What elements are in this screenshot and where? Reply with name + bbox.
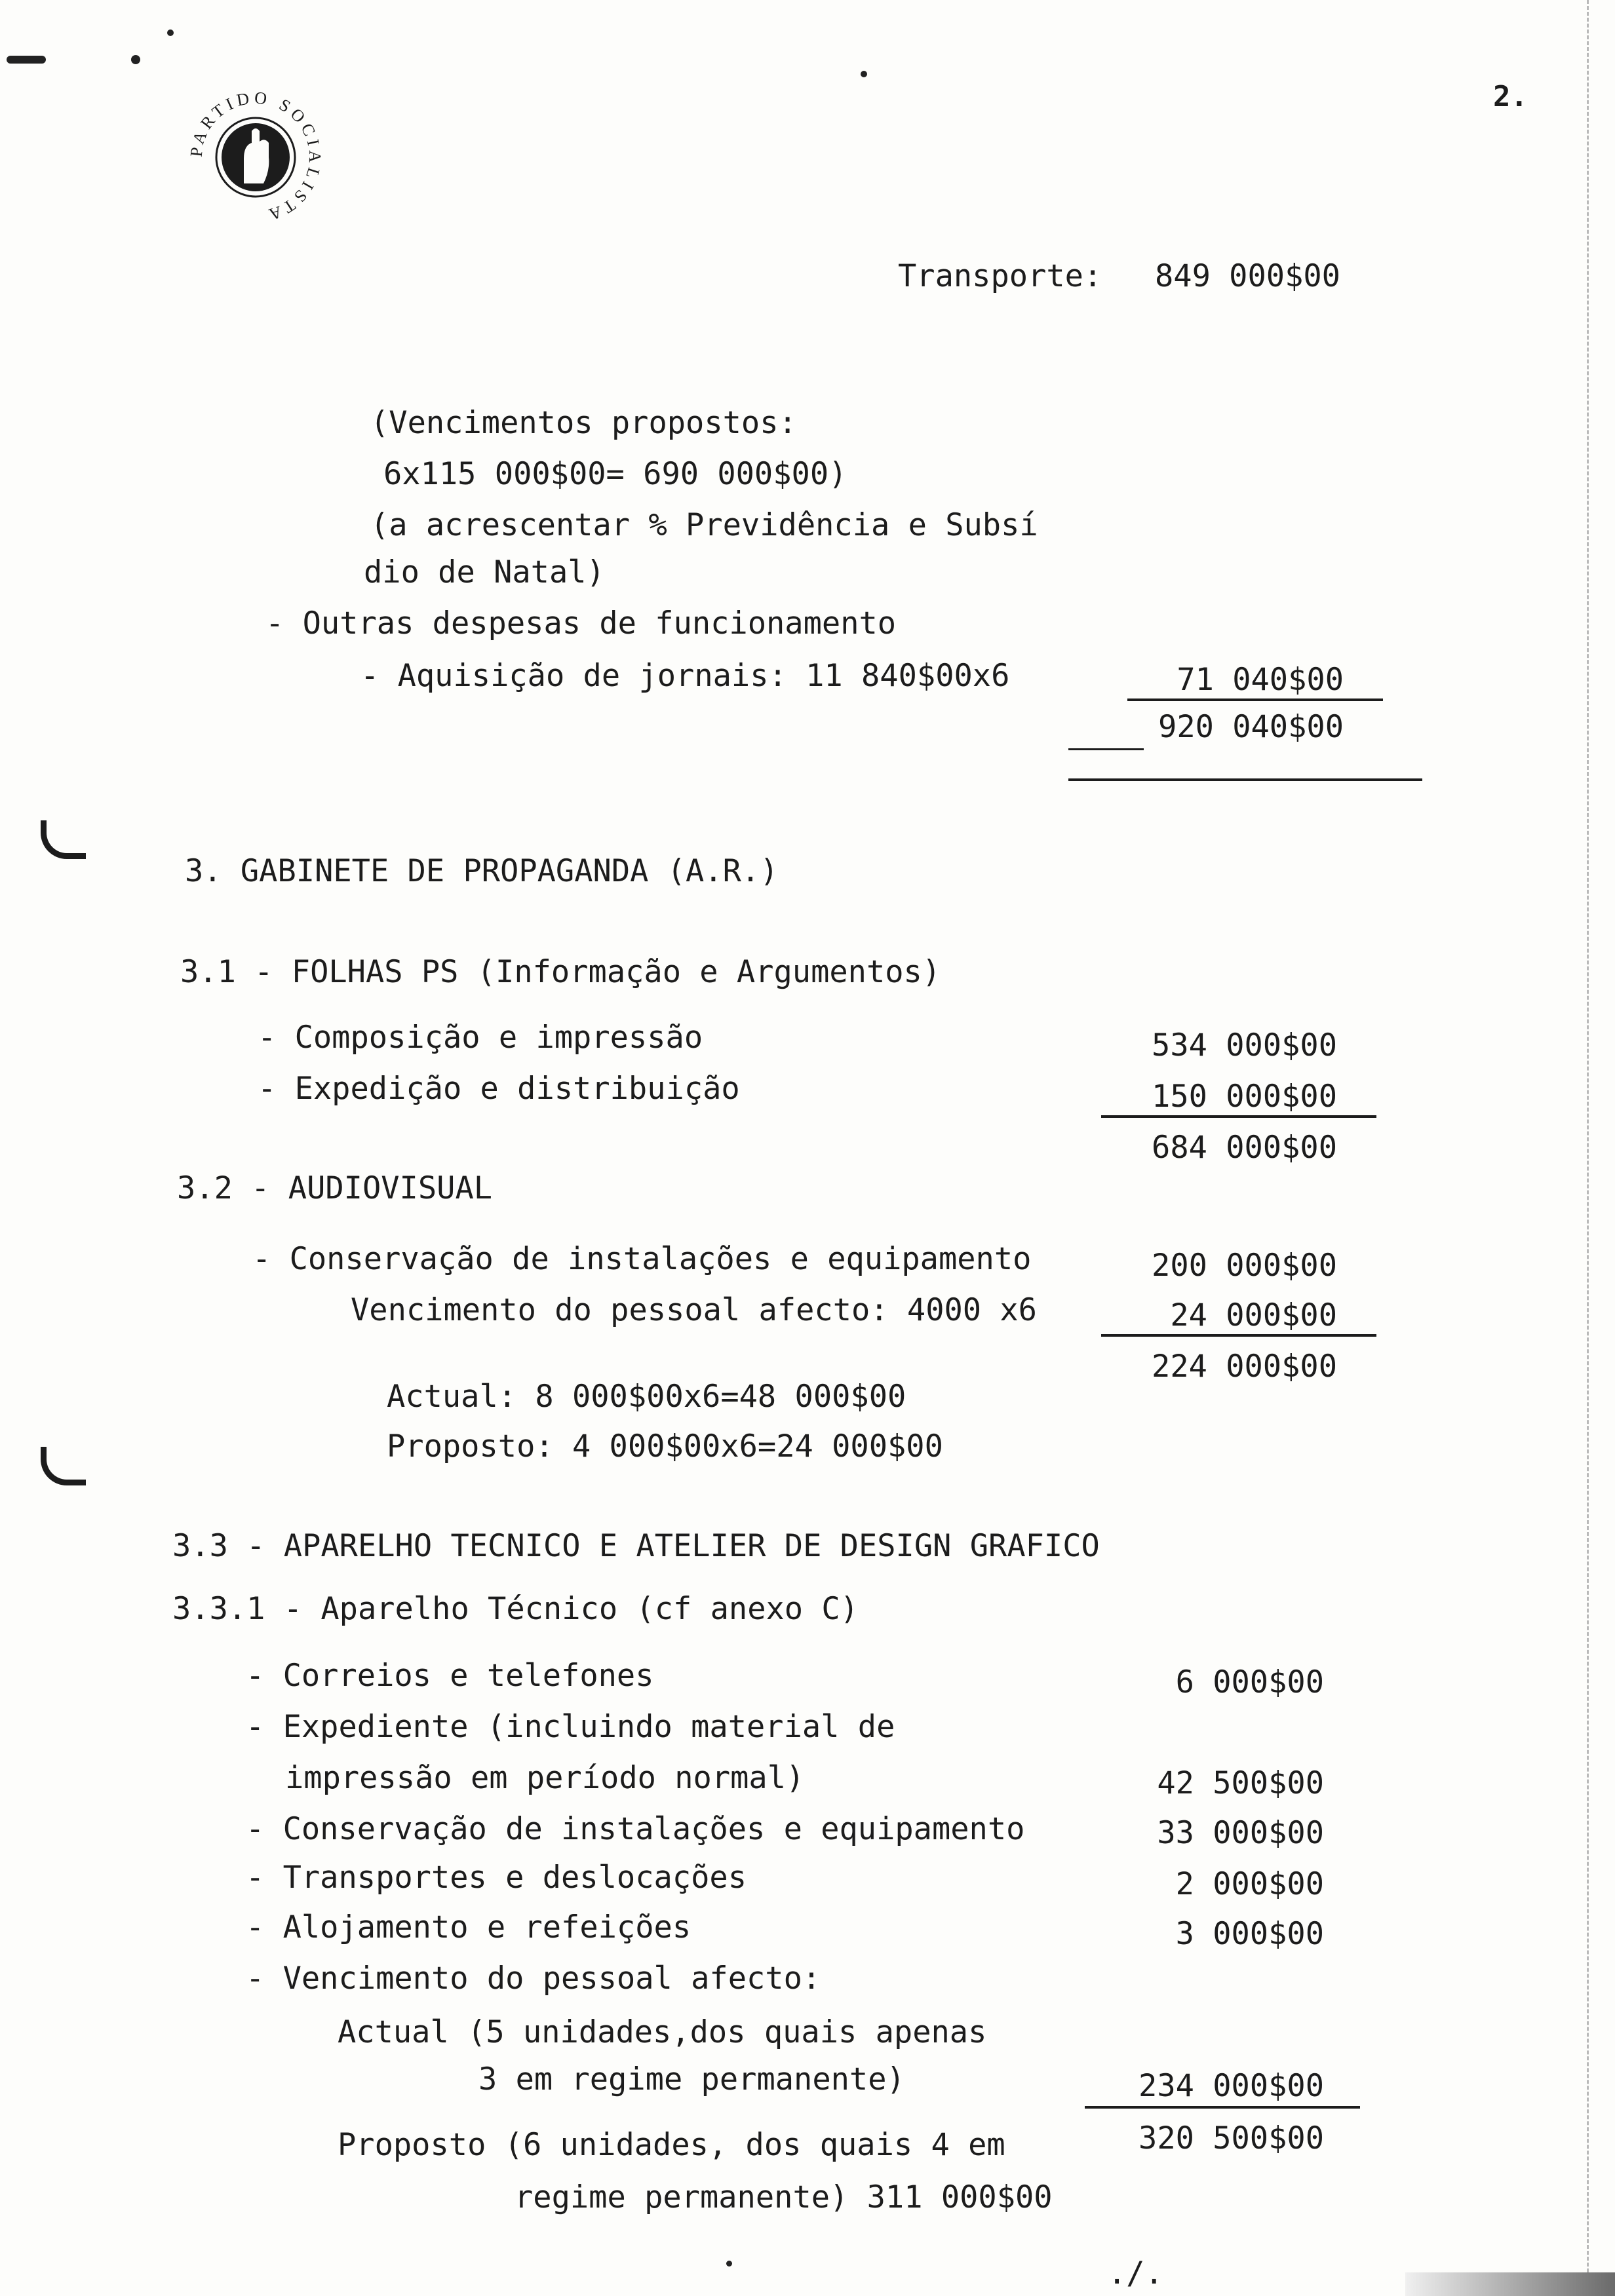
scan-speck	[131, 55, 140, 64]
list-item-amount: 200 000$00	[1152, 1248, 1337, 1284]
subtotal-rule	[1101, 1115, 1376, 1118]
list-item-label: - Transportes e deslocações	[246, 1860, 747, 1896]
section-3-1-heading: 3.1 - FOLHAS PS (Informação e Argumentos)	[180, 954, 941, 990]
list-item-label: - Conservação de instalações e equipamento	[246, 1811, 1025, 1847]
transport-label: Transporte:	[898, 258, 1102, 294]
page-number: 2.	[1493, 80, 1528, 113]
continuation-mark: ./.	[1108, 2255, 1163, 2291]
list-item-label: impressão em período normal)	[285, 1760, 805, 1796]
other-expenses-heading: - Outras despesas de funcionamento	[265, 605, 897, 641]
list-item-label: - Correios e telefones	[246, 1658, 654, 1694]
list-item-label: - Composição e impressão	[258, 1020, 703, 1056]
other-expenses-item-amount: 71 040$00	[1177, 662, 1344, 698]
subtotal-rule	[1085, 2106, 1360, 2109]
list-item-label: - Conservação de instalações e equipamento	[252, 1241, 1032, 1277]
section-3-3-1-heading: 3.3.1 - Aparelho Técnico (cf anexo C)	[172, 1591, 859, 1627]
list-item-amount: 534 000$00	[1152, 1027, 1337, 1063]
salary-note-line4: dio de Natal)	[364, 554, 605, 590]
actual-staff-amount: 234 000$00	[1138, 2068, 1324, 2104]
other-expenses-total: 920 040$00	[1158, 709, 1344, 745]
party-emblem-logo	[184, 85, 328, 229]
subtotal-rule	[1127, 698, 1383, 701]
list-item-amount: 2 000$00	[1175, 1866, 1324, 1902]
page-edge-line	[1584, 0, 1589, 2296]
section-3-1-total: 684 000$00	[1152, 1130, 1337, 1166]
list-item-amount: 6 000$00	[1175, 1664, 1324, 1700]
list-item-amount: 3 000$00	[1175, 1916, 1324, 1952]
section-3-3-heading: 3.3 - APARELHO TECNICO E ATELIER DE DESIGN GRAFICO	[172, 1528, 1100, 1564]
actual-staff-line1: Actual (5 unidades,dos quais apenas	[338, 2014, 987, 2050]
subtotal-short-rule	[1068, 748, 1144, 750]
section-3-2-total: 224 000$00	[1152, 1349, 1337, 1385]
list-item-label: - Expediente (incluindo material de	[246, 1709, 895, 1745]
scan-speck	[861, 71, 867, 77]
salary-note-line2: 6x115 000$00= 690 000$00)	[383, 456, 847, 492]
list-item-label: - Vencimento do pessoal afecto:	[246, 1961, 821, 1997]
section-3-2-proposto: Proposto: 4 000$00x6=24 000$00	[387, 1428, 943, 1464]
list-item-amount: 150 000$00	[1152, 1079, 1337, 1115]
list-item-amount: 24 000$00	[1170, 1297, 1337, 1333]
list-item-label: - Expedição e distribuição	[258, 1071, 740, 1107]
proposed-staff-line1: Proposto (6 unidades, dos quais 4 em	[338, 2127, 1005, 2163]
total-rule	[1068, 778, 1422, 781]
other-expenses-item-label: - Aquisição de jornais: 11 840$00x6	[360, 658, 1010, 694]
list-item-label: - Alojamento e refeições	[246, 1909, 691, 1945]
scan-speck	[7, 56, 46, 64]
section-3-2-heading: 3.2 - AUDIOVISUAL	[177, 1170, 493, 1206]
actual-staff-line2: 3 em regime permanente)	[478, 2061, 905, 2097]
salary-note-line3: (a acrescentar % Previdência e Subsí	[370, 507, 1038, 543]
proposed-staff-line2: regime permanente) 311 000$00	[515, 2179, 1053, 2215]
section-3-3-1-total: 320 500$00	[1138, 2120, 1324, 2156]
logo-ring-text: PARTIDO SOCIALISTA	[186, 88, 325, 225]
margin-bracket-mark	[41, 820, 86, 859]
scan-shadow	[1405, 2272, 1615, 2296]
transport-amount: 849 000$00	[1155, 258, 1340, 294]
section-3-2-actual: Actual: 8 000$00x6=48 000$00	[387, 1379, 906, 1415]
scan-speck	[167, 29, 174, 36]
list-item-label: Vencimento do pessoal afecto: 4000 x6	[351, 1292, 1037, 1328]
margin-bracket-mark	[41, 1447, 86, 1485]
scan-speck	[726, 2261, 732, 2267]
salary-note-line1: (Vencimentos propostos:	[370, 405, 797, 441]
section-3-heading: 3. GABINETE DE PROPAGANDA (A.R.)	[185, 853, 779, 889]
subtotal-rule	[1101, 1334, 1376, 1337]
list-item-amount: 42 500$00	[1157, 1765, 1324, 1801]
list-item-amount: 33 000$00	[1157, 1815, 1324, 1851]
